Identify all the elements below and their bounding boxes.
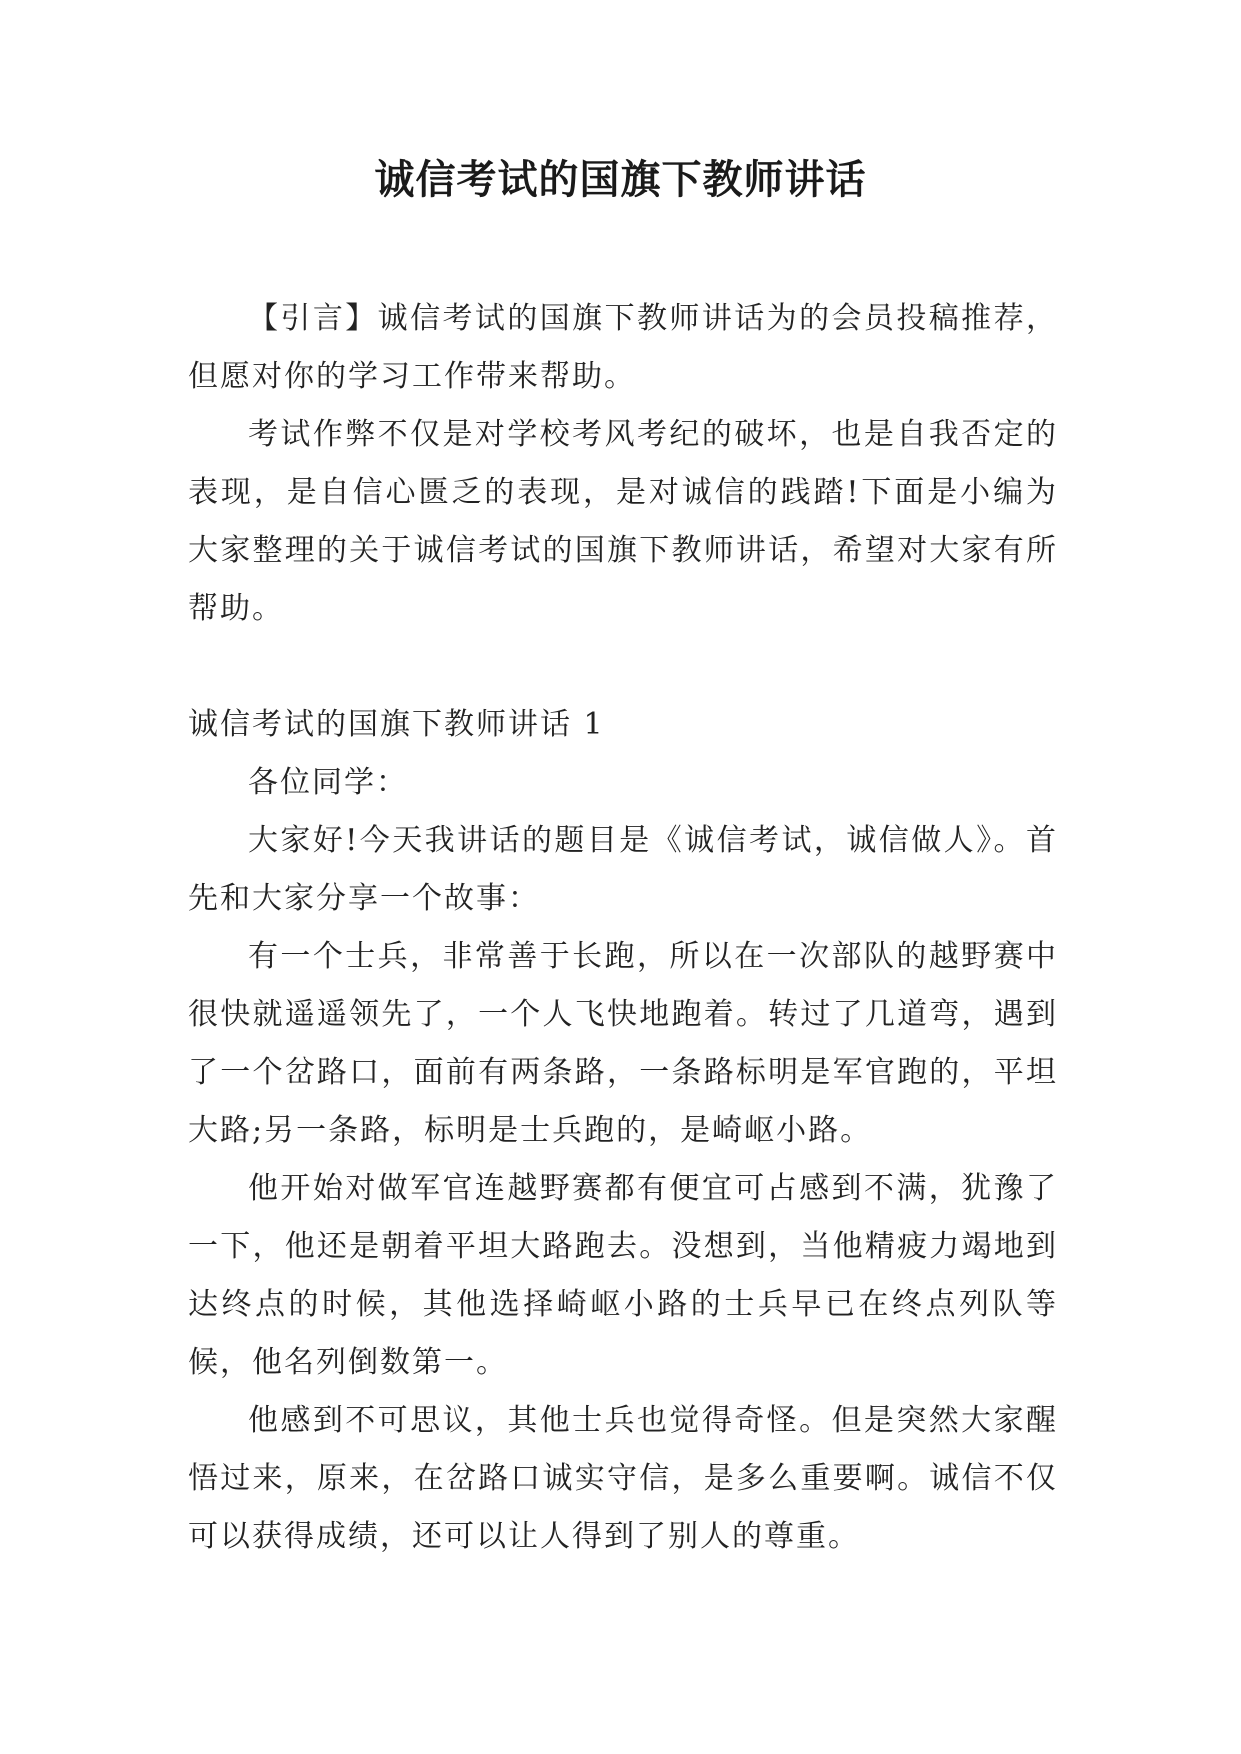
intro-paragraph: 【引言】诚信考试的国旗下教师讲话为的会员投稿推荐，但愿对你的学习工作带来帮助。 bbox=[188, 301, 1058, 394]
body-paragraph: 他感到不可思议，其他士兵也觉得奇怪。但是突然大家醒悟过来，原来，在岔路口诚实守信，是多么重要啊。诚信不仅可以获得成绩，还可以让人得到了别人的尊重。 bbox=[188, 1403, 1058, 1554]
body-paragraph: 他开始对做军官连越野赛都有便宜可占感到不满，犹豫了一下，他还是朝着平坦大路跑去。没想到，当他精疲力竭地到达终点的时候，其他选择崎岖小路的士兵早已在终点列队等候，他名列倒数第一。 bbox=[188, 1171, 1058, 1380]
preface-paragraph: 考试作弊不仅是对学校考风考纪的破坏，也是自我否定的表现，是自信心匮乏的表现，是对诚信的践踏!下面是小编为大家整理的关于诚信考试的国旗下教师讲话，希望对大家有所帮助。 bbox=[188, 417, 1058, 626]
body-paragraph: 大家好!今天我讲话的题目是《诚信考试，诚信做人》。首先和大家分享一个故事： bbox=[188, 823, 1058, 916]
section-heading: 诚信考试的国旗下教师讲话 1 bbox=[188, 707, 605, 742]
salutation-paragraph: 各位同学： bbox=[248, 765, 408, 800]
document-body bbox=[188, 290, 1058, 1566]
body-paragraph: 有一个士兵，非常善于长跑，所以在一次部队的越野赛中很快就遥遥领先了，一个人飞快地跑着。转过了几道弯，遇到了一个岔路口，面前有两条路，一条路标明是军官跑的，平坦大路;另一条路，标明是士兵跑的，是崎岖小路。 bbox=[188, 939, 1058, 1148]
document-title: 诚信考试的国旗下教师讲话 bbox=[374, 157, 867, 203]
